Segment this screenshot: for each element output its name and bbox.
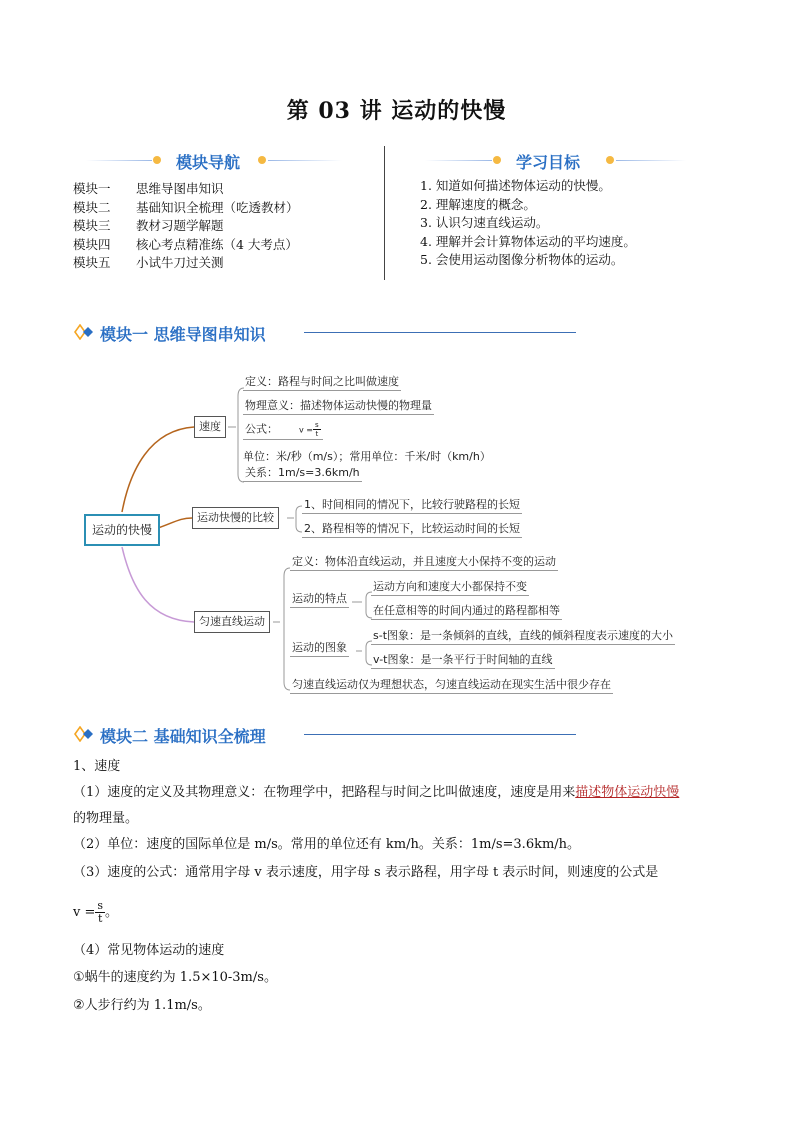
nav-item-text: 教材习题学解题 bbox=[136, 218, 224, 233]
uniform-graph: s-t图象：是一条倾斜的直线，直线的倾斜程度表示速度的大小 bbox=[371, 628, 675, 645]
uniform-graphs-label: 运动的图象 bbox=[290, 640, 349, 657]
goal-item: 2. 理解速度的概念。 bbox=[420, 196, 536, 212]
list-item bbox=[73, 967, 277, 989]
list-item-text: 蜗牛的速度约为 1.5×10-3m/s。 bbox=[84, 970, 277, 985]
diamond-icon bbox=[74, 726, 96, 742]
circled-number: ① bbox=[73, 970, 85, 985]
uniform-features-label: 运动的特点 bbox=[290, 591, 349, 608]
speed-formula bbox=[243, 421, 323, 440]
formula-lhs: v = bbox=[73, 905, 96, 920]
nav-item-key: 模块五 bbox=[73, 255, 111, 270]
nav-item-key: 模块四 bbox=[73, 236, 111, 252]
list-item-text: 人步行约为 1.1m/s。 bbox=[84, 998, 211, 1013]
section1-title: 模块一 思维导图串知识 bbox=[100, 325, 266, 344]
circled-number: ② bbox=[73, 998, 85, 1013]
goal-item: 5. 会使用运动图像分析物体的运动。 bbox=[420, 252, 624, 267]
list-item bbox=[73, 995, 211, 1017]
formula-numerator: s bbox=[97, 899, 104, 912]
paragraph-common-speeds: （4）常见物体运动的速度 bbox=[73, 943, 225, 958]
paragraph-text: （1）速度的定义及其物理意义：在物理学中，把路程与时间之比叫做速度，速度是用来 bbox=[73, 785, 576, 800]
speed-heading: 1、速度 bbox=[73, 759, 121, 774]
speed-unit: 单位：米/秒（m/s）；常用单位：千米/时（km/h） bbox=[243, 450, 491, 463]
goal-item: 3. 认识匀速直线运动。 bbox=[420, 215, 549, 230]
uniform-graph: v-t图象：是一条平行于时间轴的直线 bbox=[371, 652, 555, 669]
nav-item-key: 模块三 bbox=[73, 218, 111, 233]
nav-header: 模块导航 bbox=[176, 153, 241, 172]
formula-numerator: s bbox=[314, 421, 319, 429]
paragraph-definition bbox=[73, 782, 679, 804]
nav-item-key: 模块二 bbox=[73, 199, 111, 215]
uniform-feature: 在任意相等的时间内通过的路程都相等 bbox=[371, 603, 562, 620]
formula-block bbox=[73, 898, 118, 928]
section2-rule bbox=[304, 734, 576, 735]
mindmap-speed-node: 速度 bbox=[194, 416, 226, 438]
goal-item: 1. 知道如何描述物体运动的快慢。 bbox=[420, 178, 611, 193]
highlight-text: 描述物体运动快慢 bbox=[575, 785, 680, 800]
compare-item: 2、路程相等的情况下，比较运动时间的长短 bbox=[302, 521, 522, 538]
nav-item-text: 小试牛刀过关测 bbox=[136, 255, 224, 270]
nav-item-text: 基础知识全梳理（吃透教材） bbox=[136, 199, 299, 215]
page-title: 第 03 讲 运动的快慢 bbox=[286, 98, 507, 124]
formula-end: 。 bbox=[105, 905, 119, 920]
paragraph-definition-end: 的物理量。 bbox=[73, 811, 139, 826]
formula-lhs: v = bbox=[299, 425, 313, 435]
compare-item: 1、时间相同的情况下，比较行驶路程的长短 bbox=[302, 497, 522, 514]
paragraph-unit: （2）单位：速度的国际单位是 m/s。常用的单位还有 km/h。关系：1m/s=3.6km/h。 bbox=[73, 837, 581, 852]
mindmap-uniform-node: 匀速直线运动 bbox=[194, 611, 270, 633]
formula-denominator: t bbox=[315, 430, 319, 438]
goals-header: 学习目标 bbox=[516, 153, 581, 172]
goal-item: 4. 理解并会计算物体运动的平均速度。 bbox=[420, 233, 636, 249]
section2-title: 模块二 基础知识全梳理 bbox=[100, 727, 266, 746]
nav-item-text: 思维导图串知识 bbox=[136, 181, 224, 196]
mindmap-root: 运动的快慢 bbox=[84, 514, 160, 546]
uniform-note: 匀速直线运动仅为理想状态，匀速直线运动在现实生活中很少存在 bbox=[290, 677, 613, 694]
mindmap-compare-node: 运动快慢的比较 bbox=[192, 507, 279, 529]
paragraph-formula: （3）速度的公式：通常用字母 v 表示速度，用字母 s 表示路程，用字母 t 表示时间，则速度的公式是 bbox=[73, 865, 659, 880]
nav-item-key: 模块一 bbox=[73, 181, 111, 196]
formula-label: 公式： bbox=[245, 422, 278, 436]
formula-fraction bbox=[313, 421, 321, 438]
speed-definition: 定义：路程与时间之比叫做速度 bbox=[243, 374, 401, 391]
formula-fraction bbox=[95, 900, 105, 925]
speed-relation: 关系：1m/s=3.6km/h bbox=[243, 465, 362, 482]
formula-denominator: t bbox=[97, 912, 103, 925]
speed-meaning: 物理意义：描述物体运动快慢的物理量 bbox=[243, 398, 434, 415]
uniform-feature: 运动方向和速度大小都保持不变 bbox=[371, 579, 529, 596]
uniform-definition: 定义：物体沿直线运动，并且速度大小保持不变的运动 bbox=[290, 554, 558, 571]
nav-item-text: 核心考点精准练（4 大考点） bbox=[136, 236, 298, 252]
